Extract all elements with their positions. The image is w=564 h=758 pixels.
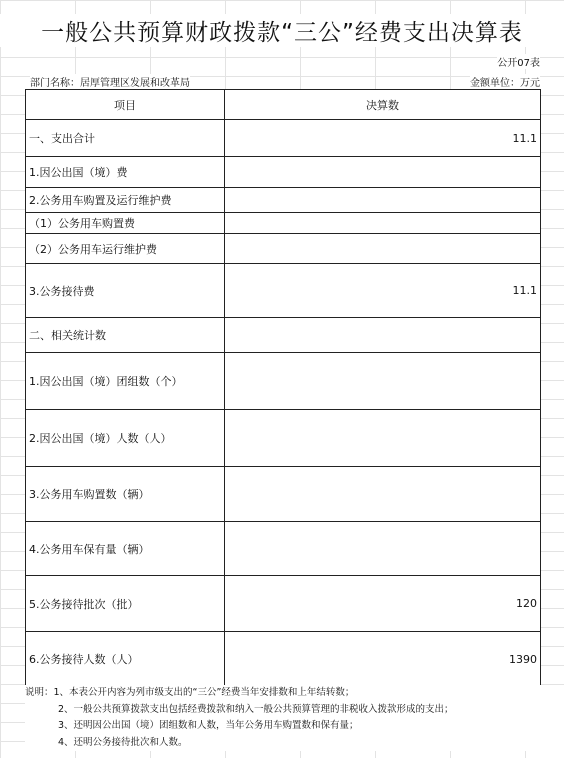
table-row — [26, 353, 541, 410]
row-value — [225, 234, 541, 264]
table-row — [26, 264, 541, 318]
table-row — [26, 576, 541, 632]
row-value — [225, 522, 541, 576]
row-value — [225, 213, 541, 234]
table-row — [26, 188, 541, 213]
row-value — [225, 318, 541, 353]
row-value — [225, 157, 541, 188]
note-line: 4、还明公务接待批次和人数。 — [58, 736, 188, 748]
row-label: 3.公务接待费 — [26, 264, 225, 318]
header-item: 项目 — [26, 90, 225, 120]
row-label: 2.因公出国（境）人数（人） — [26, 410, 225, 467]
row-label: （1）公务用车购置费 — [26, 213, 225, 234]
row-value — [225, 188, 541, 213]
expenditure-table — [25, 89, 541, 687]
row-label: 一、支出合计 — [26, 120, 225, 157]
table-title: 一般公共预算财政拨款“三公”经费支出决算表 — [0, 14, 564, 47]
row-label: 1.因公出国（境）费 — [26, 157, 225, 188]
table-row — [26, 120, 541, 157]
row-label: （2）公务用车运行维护费 — [26, 234, 225, 264]
row-value — [225, 410, 541, 467]
row-label: 1.因公出国（境）团组数（个） — [26, 353, 225, 410]
row-label: 2.公务用车购置及运行维护费 — [26, 188, 225, 213]
row-value: 11.1 — [225, 264, 541, 318]
header-amount: 决算数 — [225, 90, 541, 120]
note-line: 3、还明因公出国（境）团组数和人数，当年公务用车购置数和保有量； — [58, 720, 359, 731]
note-line: 2、一般公共预算拨款支出包括经费拨款和纳入一般公共预算管理的非税收入拨款形成的支出； — [58, 703, 454, 715]
form-number: 公开07表 — [497, 54, 540, 69]
table-row — [26, 213, 541, 234]
row-value: 1390 — [225, 632, 541, 687]
row-value: 120 — [225, 576, 541, 632]
note-line: 说明：1、本表公开内容为列市级支出的“三公”经费当年安排数和上年结转数； — [25, 687, 355, 698]
table-row — [26, 467, 541, 522]
notes-section — [25, 685, 564, 751]
table-header-row — [26, 90, 541, 120]
amount-unit: 金额单位：万元 — [470, 74, 540, 89]
row-label: 3.公务用车购置数（辆） — [26, 467, 225, 522]
table-row — [26, 318, 541, 353]
row-value: 11.1 — [225, 120, 541, 157]
table-row — [26, 522, 541, 576]
row-label: 5.公务接待批次（批） — [26, 576, 225, 632]
row-value — [225, 467, 541, 522]
table-row — [26, 632, 541, 687]
row-label: 二、相关统计数 — [26, 318, 225, 353]
table-row — [26, 410, 541, 467]
row-label: 6.公务接待人数（人） — [26, 632, 225, 687]
row-label: 4.公务用车保有量（辆） — [26, 522, 225, 576]
row-value — [225, 353, 541, 410]
department-name: 部门名称：居厚管理区发展和改革局 — [30, 74, 190, 89]
table-row — [26, 157, 541, 188]
table-row — [26, 234, 541, 264]
